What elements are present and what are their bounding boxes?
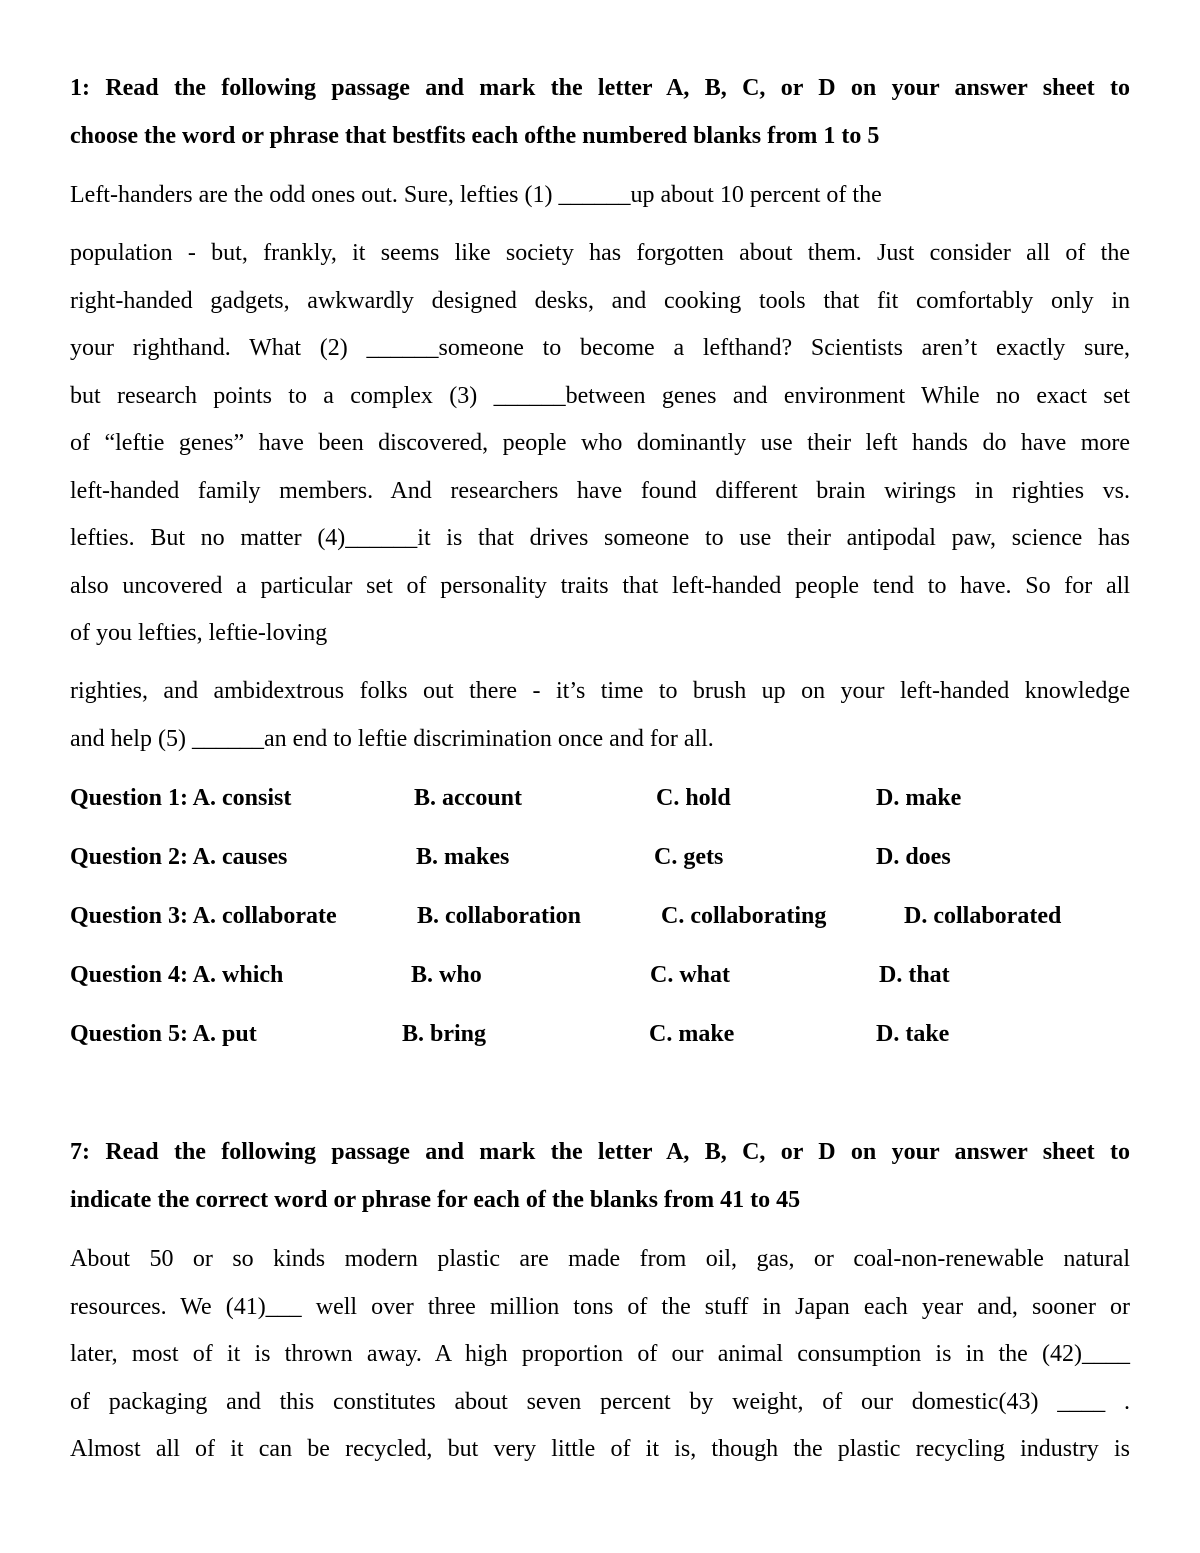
option-b: B. collaboration [417,903,582,929]
option-b: B. makes [416,844,510,870]
section-1-passage-body [70,230,1130,658]
passage-line: Left-handers are the odd ones out. Sure, lefties (1) ______up about 10 percent of the [70,182,882,208]
option-b: B. bring [402,1021,487,1047]
passage-line: lefties. But no matter (4)______it is that drives someone to use their antipodal paw, science has [70,525,1130,551]
question-row [70,1014,1130,1054]
passage-line: left-handed family members. And researchers have found different brain wirings in righties vs. [70,477,1130,504]
question-row [70,955,1130,995]
heading-line: choose the word or phrase that bestfits each ofthe numbered blanks from 1 to 5 [70,123,880,149]
section-1-heading [70,64,1130,160]
section-7-passage [70,1236,1130,1474]
passage-line: population - but, frankly, it seems like society has forgotten about them. Just consider all of the [70,240,1130,266]
question-label-option-a: Question 3: A. collaborate [70,903,337,929]
passage-line: and help (5) ______an end to leftie discrimination once and for all. [70,725,714,752]
option-d: D. does [876,844,951,870]
question-row [70,896,1130,936]
question-row [70,778,1130,818]
option-b: B. who [411,962,482,988]
passage-line: later, most of it is thrown away. A high proportion of our animal consumption is in the (42)____ [70,1341,1130,1367]
option-c: C. collaborating [661,903,827,929]
option-d: D. take [876,1021,950,1047]
option-c: C. gets [654,844,724,870]
passage-line: your righthand. What (2) ______someone to become a lefthand? Scientists aren’t exactly sure, [70,335,1130,361]
heading-line: 1: Read the following passage and mark the letter A, B, C, or D on your answer sheet to [70,75,1130,101]
passage-line: of “leftie genes” have been discovered, people who dominantly use their left hands do have more [70,430,1130,456]
option-c: C. make [649,1021,735,1047]
passage-line: but research points to a complex (3) ______between genes and environment While no exact set [70,382,1130,409]
option-d: D. collaborated [904,903,1062,929]
passage-line: also uncovered a particular set of personality traits that left-handed people tend to have. So for all [70,572,1130,599]
passage-line: righties, and ambidextrous folks out there - it’s time to brush up on your left-handed knowledge [70,678,1130,704]
question-label-option-a: Question 5: A. put [70,1021,257,1047]
passage-line: of you lefties, leftie-loving [70,620,328,646]
heading-line: indicate the correct word or phrase for each of the blanks from 41 to 45 [70,1187,801,1213]
option-b: B. account [414,785,522,811]
section-1-passage [70,172,1130,220]
heading-line: 7: Read the following passage and mark the letter A, B, C, or D on your answer sheet to [70,1139,1130,1165]
passage-line: of packaging and this constitutes about seven percent by weight, of our domestic(43) ____ . [70,1388,1130,1415]
option-d: D. make [876,785,962,811]
option-d: D. that [879,962,950,988]
passage-line: right-handed gadgets, awkwardly designed desks, and cooking tools that fit comfortably only in [70,287,1130,314]
section-7-heading [70,1128,1130,1224]
question-label-option-a: Question 1: A. consist [70,785,292,811]
passage-line: resources. We (41)___ well over three million tons of the stuff in Japan each year and, sooner or [70,1293,1130,1320]
option-c: C. what [650,962,731,988]
passage-line: About 50 or so kinds modern plastic are made from oil, gas, or coal-non-renewable natural [70,1246,1130,1272]
section-1-passage-end [70,668,1130,763]
option-c: C. hold [656,785,731,811]
question-label-option-a: Question 2: A. causes [70,844,288,870]
passage-line: Almost all of it can be recycled, but very little of it is, though the plastic recycling industry is [70,1436,1130,1462]
question-row [70,837,1130,877]
question-label-option-a: Question 4: A. which [70,962,284,988]
